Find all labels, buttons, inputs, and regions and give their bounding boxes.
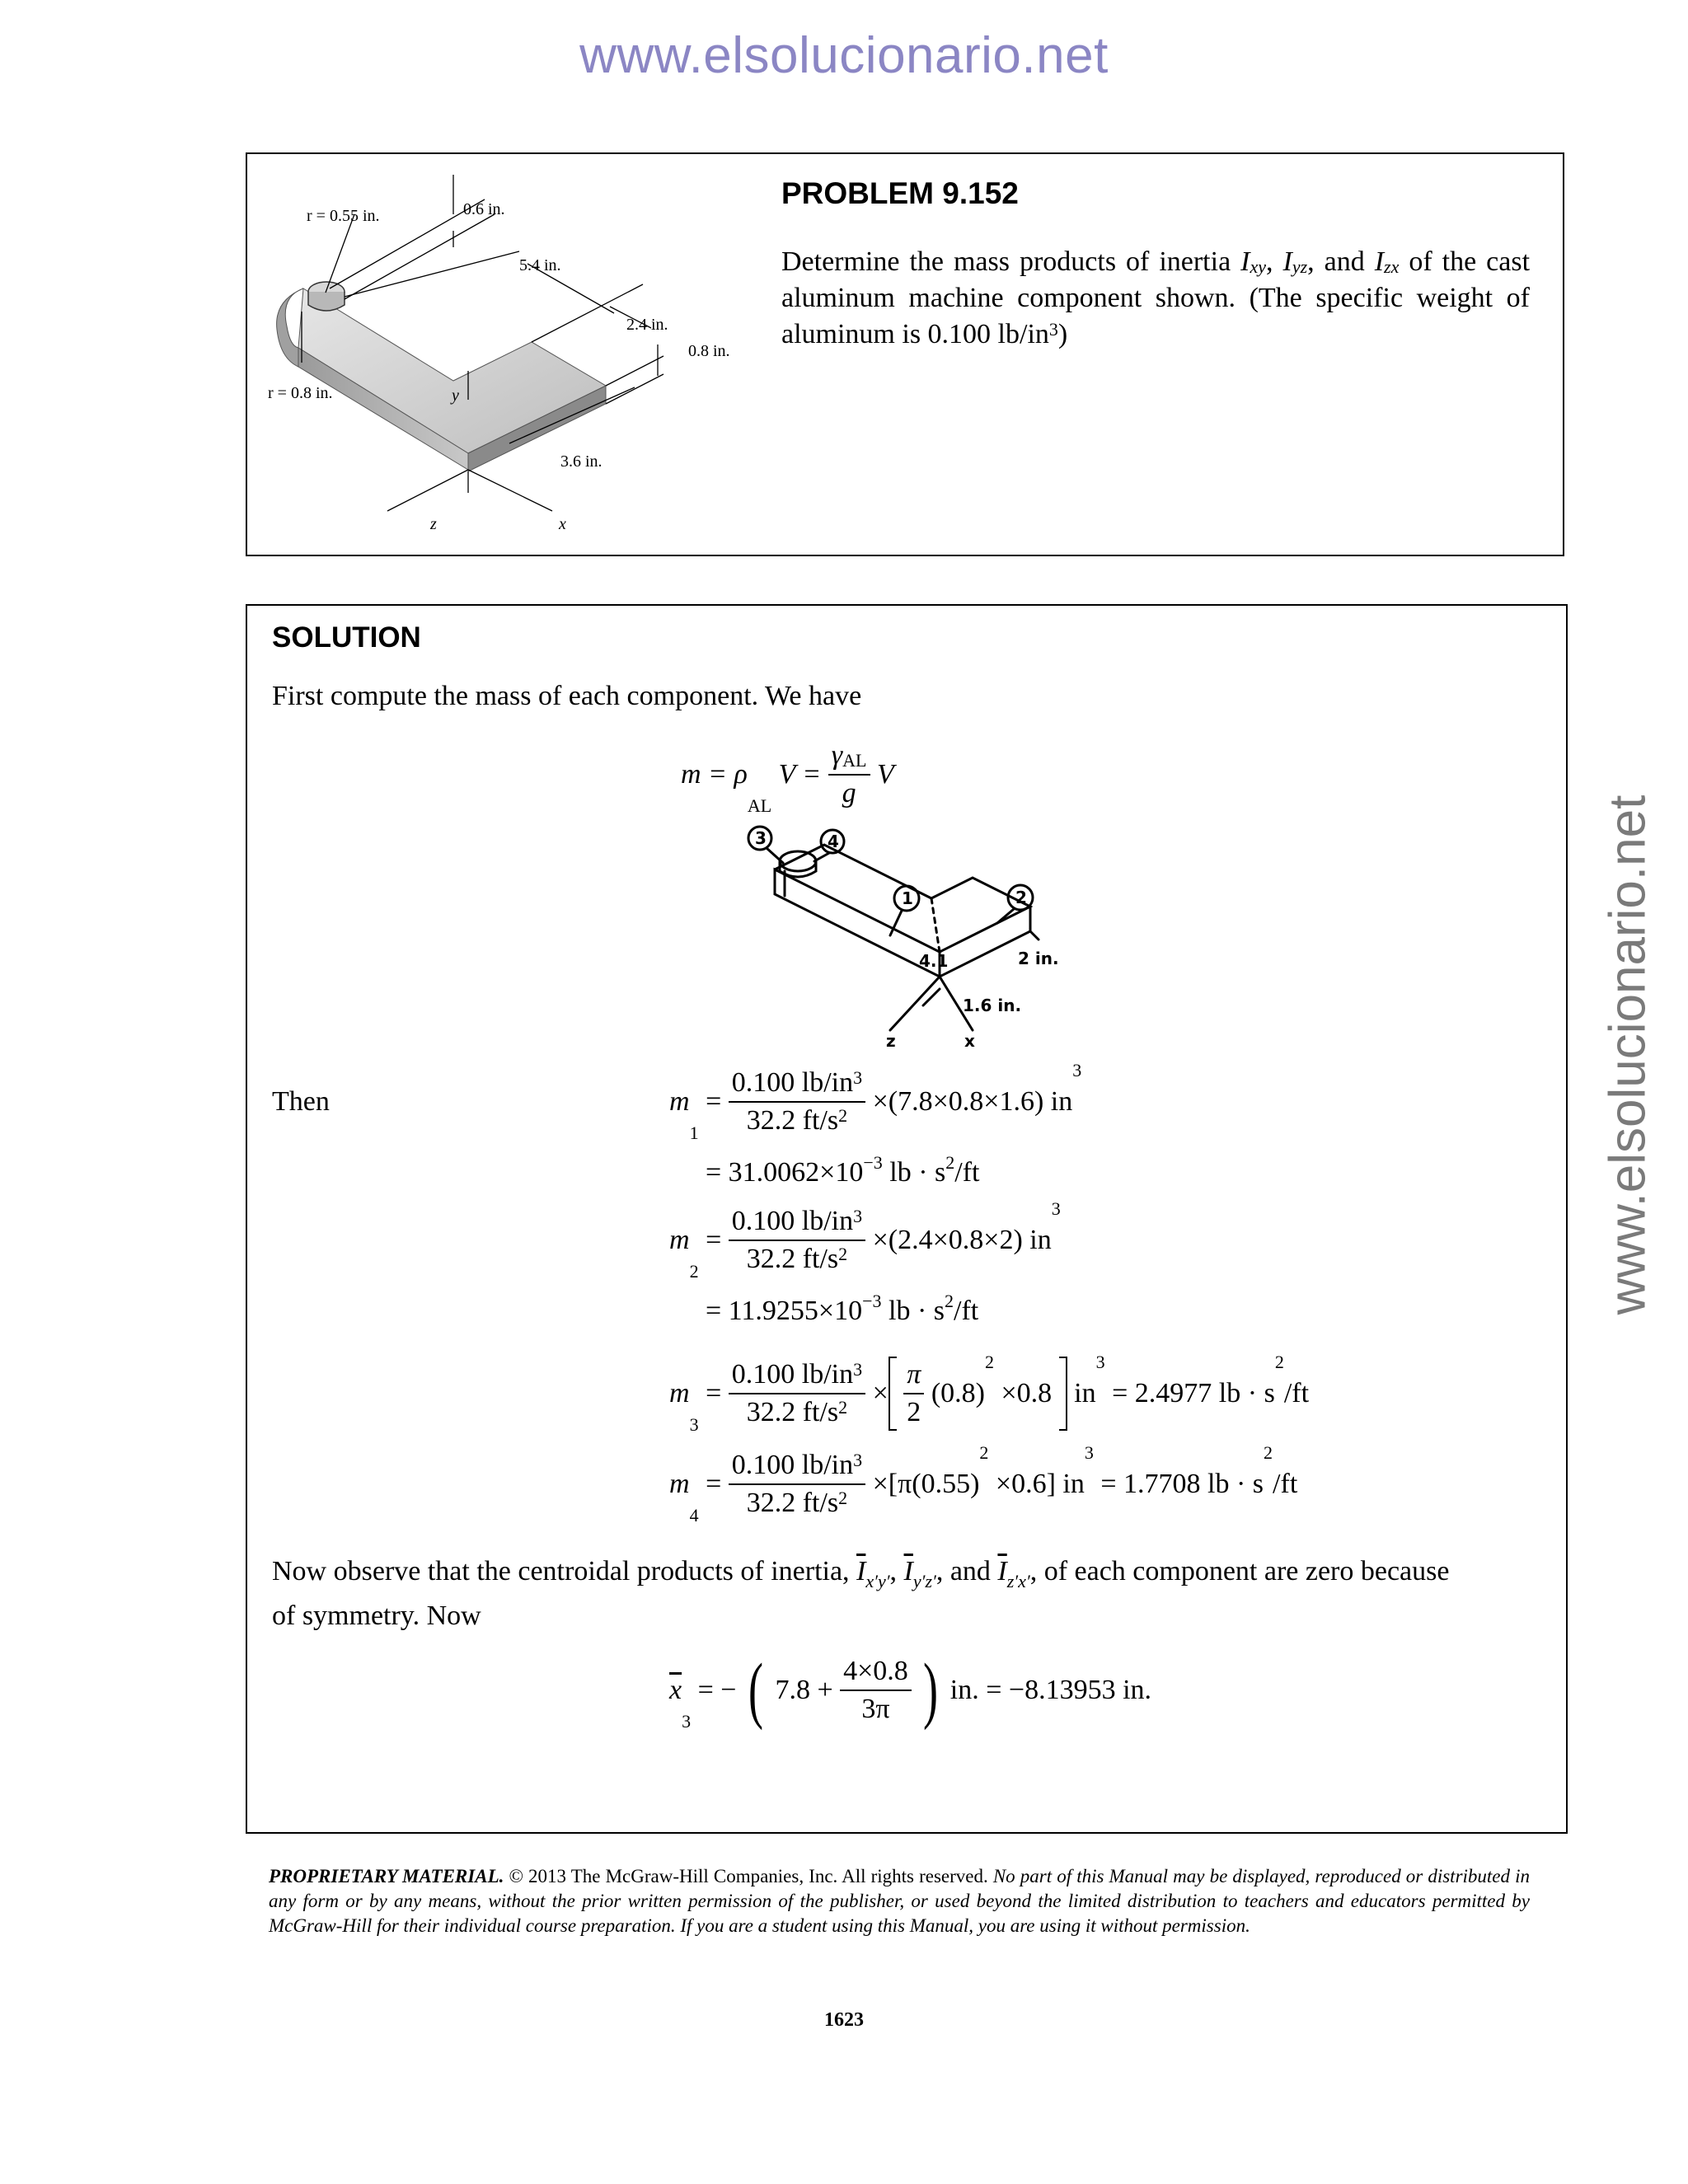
svg-text:4: 4	[828, 832, 839, 851]
eq-mass: $m = \rho_{AL}$ V = $\frac{\gamma_{AL}}{g}$ V	[681, 738, 894, 812]
page-number: 1623	[824, 2009, 864, 2031]
problem-figure	[247, 165, 775, 544]
svg-text:z: z	[430, 515, 437, 533]
svg-text:y: y	[452, 387, 459, 405]
eq-m1: $m_1$ = $\frac{0.100 lb/in^3}{32.2 ft/s^2}$ ×(7.8×0.8×1.6) $in^3$	[669, 1060, 1082, 1143]
svg-text:0.8 in.: 0.8 in.	[688, 342, 730, 360]
svg-text:0.6 in.: 0.6 in.	[463, 200, 505, 218]
eq-m4: $m_4$ = $\frac{0.100 lb/in^3}{32.2 ft/s^2}$ $\times[\pi(0.55)^2 \times 0.6] in^3 = 1.7708$ lb · $s^2/ft$	[669, 1442, 1298, 1526]
svg-text:z: z	[886, 1031, 896, 1051]
svg-text:2.4 in.: 2.4 in.	[626, 316, 668, 334]
svg-text:2: 2	[1015, 888, 1027, 907]
eq-m1-result: = $31.0062\times 10^{-3}$ lb · $s^2/ft$	[706, 1152, 980, 1188]
observe-line-2: of symmetry. Now	[272, 1601, 481, 1631]
svg-text:x: x	[964, 1031, 975, 1051]
svg-text:r = 0.55 in.: r = 0.55 in.	[307, 207, 380, 225]
svg-text:2 in.: 2 in.	[1018, 949, 1059, 968]
watermark-top: www.elsolucionario.net	[579, 27, 1109, 84]
component-sketch	[725, 820, 1071, 1055]
svg-text:5.4 in.: 5.4 in.	[519, 256, 561, 274]
svg-text:1: 1	[902, 888, 913, 908]
observe-line-1: Now observe that the centroidal products of inertia, $\overline{I}_{x'y'}$, $\overline{I}_{y'z'}$, and $\overline{I}_{z'x'}$, of each component are zero because	[272, 1556, 1450, 1591]
then-label: Then	[272, 1086, 330, 1117]
svg-text:r = 0.8 in.: r = 0.8 in.	[268, 384, 333, 402]
solution-intro: First compute the mass of each component. We have	[272, 681, 862, 711]
eq-m2-result: = $11.9255\times 10^{-3}$ lb · $s^2/ft$	[706, 1291, 979, 1326]
eq-m2: $m_2$ = $\frac{0.100 lb/in^3}{32.2 ft/s^2}$ ×(2.4×0.8×2) $in^3$	[669, 1198, 1061, 1282]
watermark-side: www.elsolucionario.net	[1599, 794, 1657, 1315]
svg-text:4.1: 4.1	[919, 951, 949, 971]
svg-text:1.6 in.: 1.6 in.	[963, 996, 1022, 1015]
eq-x3: $\overline{x}_3$ = − ( 7.8 + $\frac{4\times 0.8}{3\pi}$ ) in. = −8.13953 in.	[669, 1649, 1152, 1732]
footer-notice: PROPRIETARY MATERIAL. © 2013 The McGraw-Hill Companies, Inc. All rights reserved. No part of this Manual may be displayed, reproduced or distributed in any form or by any means, without the prior written permission of the publisher, or used beyond the limited distribution to teachers and educators permitted by McGraw-Hill for their individual course preparation. If you are a student using this Manual, you are using it without permission.	[269, 1866, 1530, 1936]
solution-title: SOLUTION	[272, 621, 421, 654]
svg-text:3.6 in.: 3.6 in.	[560, 452, 603, 471]
svg-text:x: x	[559, 515, 566, 533]
problem-title: PROBLEM 9.152	[781, 176, 1019, 210]
problem-text: Determine the mass products of inertia $I_{xy}$, $I_{yz}$, and $I_{zx}$ of the cast aluminum machine component shown. (The specific weight of aluminum is 0.100 $lb/in^3$)	[781, 246, 1531, 349]
eq-m3: $m_3$ = $\frac{0.100 lb/in^3}{32.2 ft/s^2}$ × $\frac{\pi}{2}$ $(0.8)^2 \times 0.8$ $in^3 = 2.4977$ lb · $s^2/ft$	[669, 1352, 1310, 1435]
svg-text:3: 3	[755, 828, 767, 848]
